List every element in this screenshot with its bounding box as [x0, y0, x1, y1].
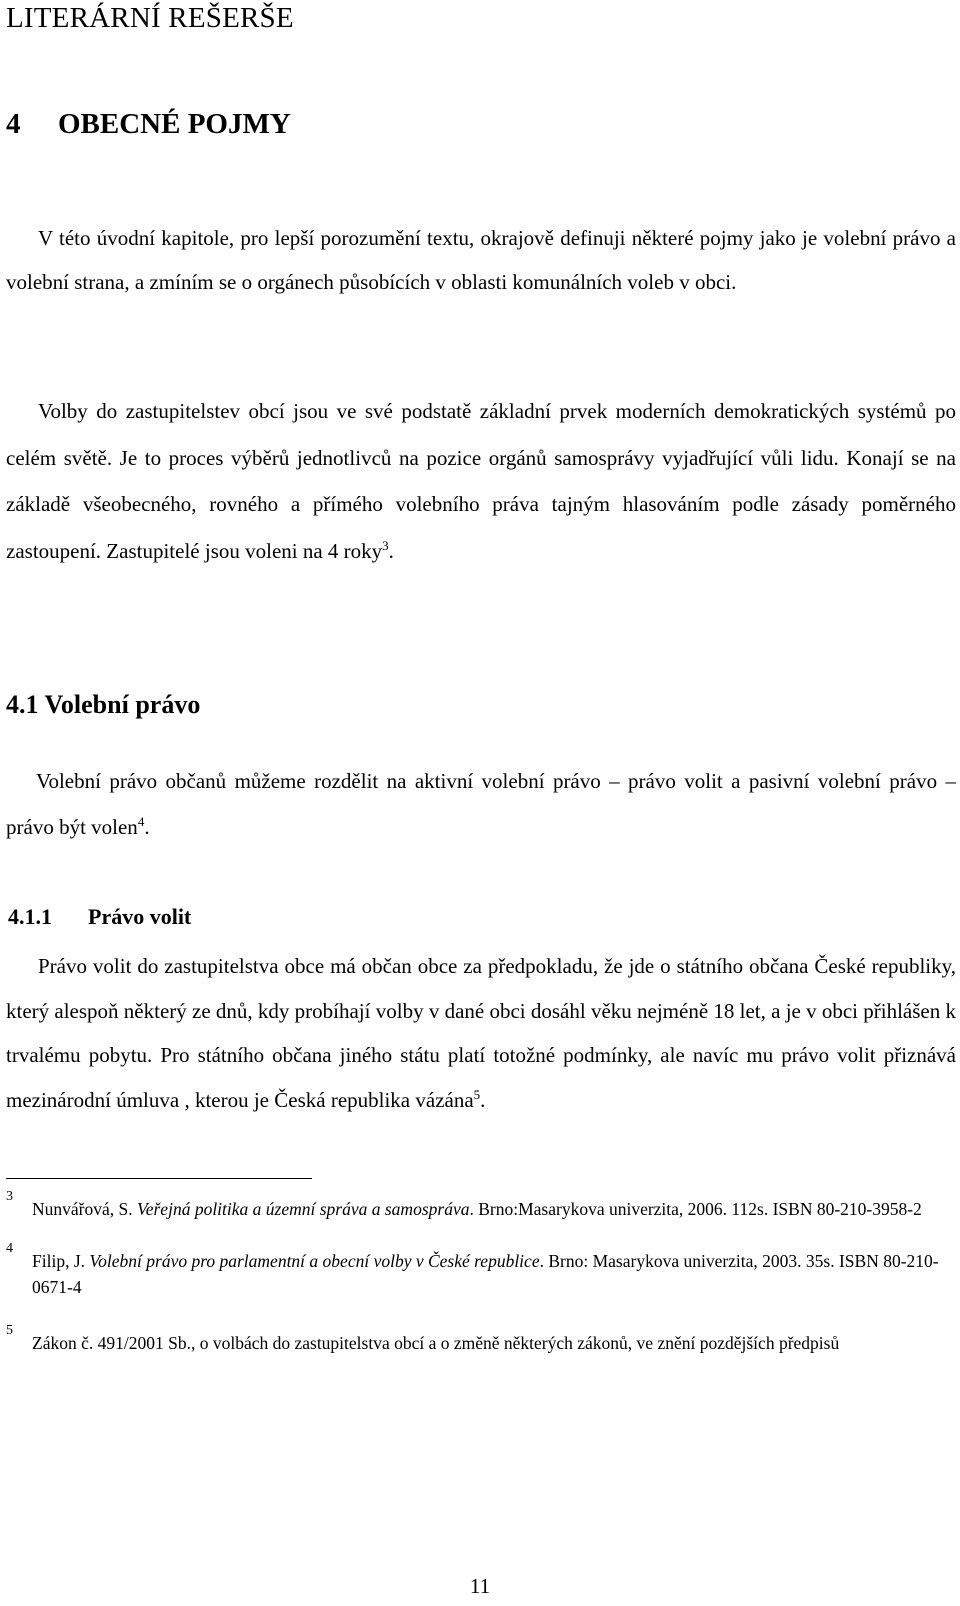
subsection-paragraph-end: .: [480, 1087, 486, 1112]
section-title: Volební právo: [44, 690, 201, 719]
footnote-mark: 3: [6, 1189, 13, 1204]
page-number: 11: [469, 1574, 491, 1598]
footnote-5: [6, 1323, 956, 1356]
intro-paragraph-1-text: V této úvodní kapitole, pro lepší porozumění textu, okrajově definuji některé pojmy jako je volební právo a volební strana, a zmíním se o orgánech působících v oblasti komunálních voleb v obci.: [6, 226, 956, 294]
footnote-author: Zákon č. 491/2001 Sb.: [32, 1333, 191, 1353]
chapter-heading: [6, 108, 291, 141]
footnote-mark: 5: [6, 1323, 13, 1338]
footnote-author: Nunvářová, S.: [32, 1199, 137, 1219]
footnote-mark: 4: [6, 1241, 13, 1256]
footnote-details: . Brno: Masarykova univerzita, 2003. 35s. ISBN 80-210-0671-4: [32, 1251, 939, 1297]
section-paragraph: [6, 758, 956, 850]
footnote-ref-4: 4: [137, 814, 145, 829]
footnote-4: [6, 1241, 956, 1300]
subsection-number: 4.1.1: [8, 904, 52, 929]
chapter-number: 4: [6, 108, 21, 140]
subsection-paragraph: [6, 944, 956, 1122]
chapter-title: OBECNÉ POJMY: [58, 108, 291, 140]
subsection-title: Právo volit: [88, 904, 192, 929]
part-heading: LITERÁRNÍ REŠERŠE: [6, 2, 294, 34]
section-paragraph-text: Volební právo občanů můžeme rozdělit na aktivní volební právo – právo volit a pasivní volební právo – právo být volen: [6, 769, 956, 839]
intro-paragraph-1: [6, 216, 956, 304]
intro-paragraph-2-text: Volby do zastupitelstev obcí jsou ve své podstatě základní prvek moderních demokratických systémů po celém světě. Je to proces výběrů jednotlivců na pozice orgánů samosprávy vyjadřující vůli lidu. Konají se na základě všeobecného, rovného a přímého volebního práva tajným hlasováním podle zásady poměrného zastoupení. Zastupitelé jsou voleni na 4 roky: [6, 399, 956, 563]
footnote-details: , o volbách do zastupitelstva obcí a o změně některých zákonů, ve znění pozdějších předpisů: [190, 1333, 840, 1353]
subsection-heading: [8, 904, 191, 930]
subsection-paragraph-text: Právo volit do zastupitelstva obce má občan obce za předpokladu, že jde o státního občana České republiky, který alespoň některý ze dnů, kdy probíhají volby v dané obci dosáhl věku nejméně 18 let, a je v obci přihlášen k trvalému pobytu. Pro státního občana jiného státu platí totožné podmínky, ale navíc mu právo volit přiznává mezinárodní úmluva , kterou je Česká republika vázána: [6, 954, 956, 1112]
footnote-title: Veřejná politika a územní správa a samospráva: [136, 1199, 470, 1219]
section-number: 4.1: [6, 690, 39, 719]
footnote-ref-3: 3: [382, 537, 389, 553]
footnote-title: Volební právo pro parlamentní a obecní volby v České republice: [89, 1251, 540, 1271]
section-paragraph-end: .: [144, 815, 150, 839]
intro-paragraph-2-end: .: [388, 538, 394, 563]
footnote-3: [6, 1189, 956, 1222]
footnote-separator: [6, 1178, 312, 1179]
footnote-author: Filip, J.: [32, 1251, 90, 1271]
footnote-ref-5: 5: [473, 1086, 481, 1102]
footnote-details: . Brno:Masarykova univerzita, 2006. 112s. ISBN 80-210-3958-2: [469, 1199, 922, 1219]
section-heading: [6, 690, 200, 720]
intro-paragraph-2: [6, 388, 956, 574]
